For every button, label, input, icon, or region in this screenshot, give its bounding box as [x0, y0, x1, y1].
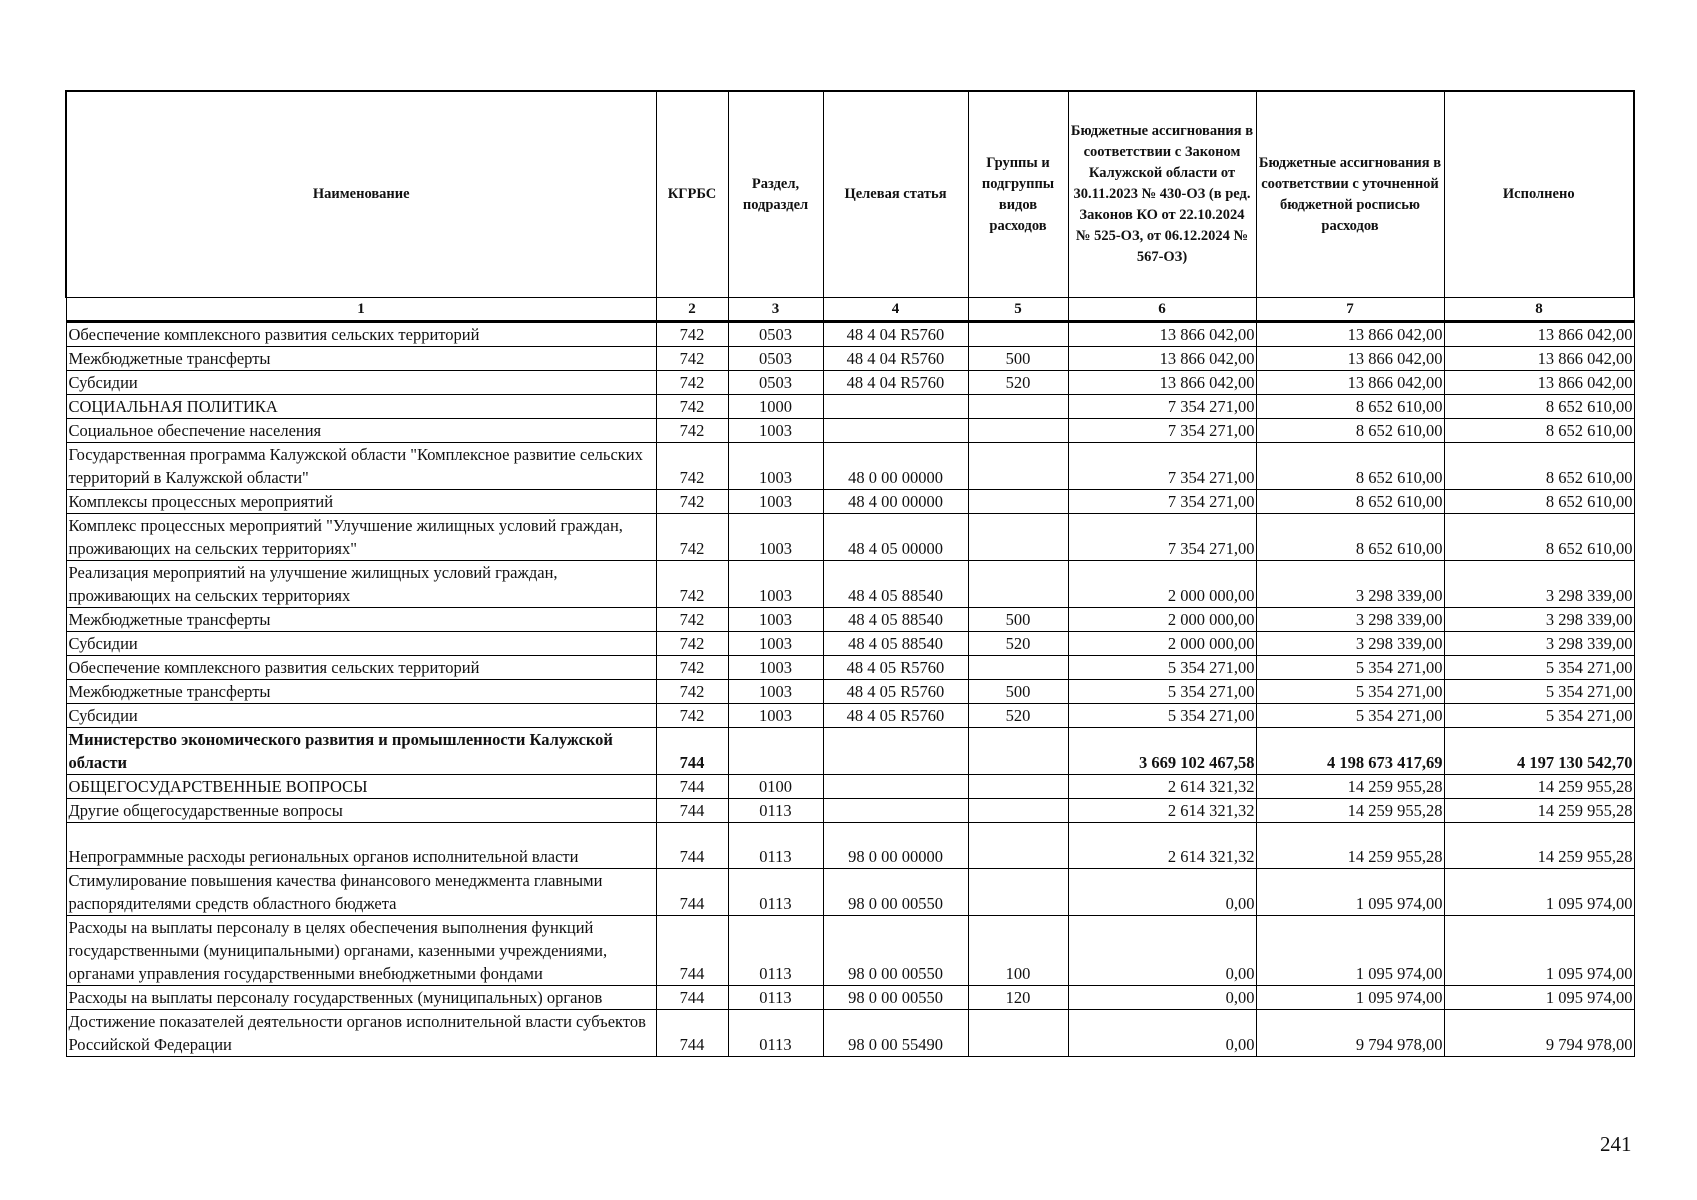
row-razdel-cell: 1003 — [728, 561, 823, 608]
row-refined-amount-cell: 13 866 042,00 — [1256, 371, 1444, 395]
row-name-cell: ОБЩЕГОСУДАРСТВЕННЫЕ ВОПРОСЫ — [66, 775, 656, 799]
row-expense-group-cell — [968, 490, 1068, 514]
row-law-amount-cell: 7 354 271,00 — [1068, 490, 1256, 514]
row-target-article-cell: 48 4 00 00000 — [823, 490, 968, 514]
row-refined-amount-cell: 3 298 339,00 — [1256, 561, 1444, 608]
row-name-cell: Министерство экономического развития и промышленности Калужской области — [66, 728, 656, 775]
row-name-cell: Расходы на выплаты персоналу в целях обеспечения выполнения функций государственными (муниципальными) органами, казенными учреждениями, органами управления государственными внебюджетными фондами — [66, 916, 656, 986]
column-number: 2 — [656, 298, 728, 322]
budget-table-container — [65, 90, 1633, 1057]
row-law-amount-cell: 13 866 042,00 — [1068, 322, 1256, 347]
header-refined-allocations: Бюджетные ассигнования в соответствии с уточненной бюджетной росписью расходов — [1256, 91, 1444, 298]
row-kgrbs-cell: 742 — [656, 680, 728, 704]
row-name-cell: Социальное обеспечение населения — [66, 419, 656, 443]
row-executed-amount-cell: 9 794 978,00 — [1444, 1010, 1634, 1057]
row-expense-group-cell — [968, 823, 1068, 869]
row-expense-group-cell — [968, 561, 1068, 608]
row-law-amount-cell: 2 614 321,32 — [1068, 799, 1256, 823]
row-law-amount-cell: 13 866 042,00 — [1068, 371, 1256, 395]
row-kgrbs-cell: 742 — [656, 419, 728, 443]
row-razdel-cell: 0100 — [728, 775, 823, 799]
row-kgrbs-cell: 742 — [656, 632, 728, 656]
table-row — [66, 986, 1634, 1010]
table-row — [66, 823, 1634, 869]
header-executed: Исполнено — [1444, 91, 1634, 298]
row-target-article-cell: 48 4 05 88540 — [823, 608, 968, 632]
row-kgrbs-cell: 744 — [656, 869, 728, 916]
table-row — [66, 680, 1634, 704]
row-refined-amount-cell: 9 794 978,00 — [1256, 1010, 1444, 1057]
row-executed-amount-cell: 13 866 042,00 — [1444, 322, 1634, 347]
row-refined-amount-cell: 8 652 610,00 — [1256, 443, 1444, 490]
row-refined-amount-cell: 1 095 974,00 — [1256, 869, 1444, 916]
row-kgrbs-cell: 742 — [656, 514, 728, 561]
row-razdel-cell: 1003 — [728, 443, 823, 490]
row-executed-amount-cell: 14 259 955,28 — [1444, 799, 1634, 823]
row-target-article-cell: 48 4 05 R5760 — [823, 656, 968, 680]
row-kgrbs-cell: 744 — [656, 986, 728, 1010]
row-law-amount-cell: 0,00 — [1068, 986, 1256, 1010]
row-law-amount-cell: 2 614 321,32 — [1068, 775, 1256, 799]
row-refined-amount-cell: 3 298 339,00 — [1256, 608, 1444, 632]
row-law-amount-cell: 7 354 271,00 — [1068, 514, 1256, 561]
row-law-amount-cell: 3 669 102 467,58 — [1068, 728, 1256, 775]
row-executed-amount-cell: 13 866 042,00 — [1444, 347, 1634, 371]
table-row — [66, 869, 1634, 916]
table-row — [66, 799, 1634, 823]
row-executed-amount-cell: 14 259 955,28 — [1444, 775, 1634, 799]
row-refined-amount-cell: 14 259 955,28 — [1256, 823, 1444, 869]
row-kgrbs-cell: 742 — [656, 347, 728, 371]
row-name-cell: Обеспечение комплексного развития сельских территорий — [66, 656, 656, 680]
column-number: 1 — [66, 298, 656, 322]
header-kgrbs: КГРБС — [656, 91, 728, 298]
page-number: 241 — [1600, 1132, 1632, 1156]
row-razdel-cell: 1003 — [728, 632, 823, 656]
row-executed-amount-cell: 8 652 610,00 — [1444, 395, 1634, 419]
header-target-article: Целевая статья — [823, 91, 968, 298]
column-number: 8 — [1444, 298, 1634, 322]
table-row — [66, 490, 1634, 514]
row-refined-amount-cell: 5 354 271,00 — [1256, 656, 1444, 680]
row-kgrbs-cell: 744 — [656, 916, 728, 986]
row-expense-group-cell: 120 — [968, 986, 1068, 1010]
row-kgrbs-cell: 742 — [656, 443, 728, 490]
row-target-article-cell: 48 4 04 R5760 — [823, 371, 968, 395]
row-refined-amount-cell: 1 095 974,00 — [1256, 986, 1444, 1010]
row-law-amount-cell: 7 354 271,00 — [1068, 443, 1256, 490]
row-target-article-cell — [823, 419, 968, 443]
row-expense-group-cell — [968, 728, 1068, 775]
row-name-cell: Стимулирование повышения качества финансового менеджмента главными распорядителями средств областного бюджета — [66, 869, 656, 916]
row-refined-amount-cell: 8 652 610,00 — [1256, 395, 1444, 419]
row-expense-group-cell — [968, 322, 1068, 347]
table-header-row — [66, 91, 1634, 298]
row-executed-amount-cell: 8 652 610,00 — [1444, 490, 1634, 514]
row-executed-amount-cell: 8 652 610,00 — [1444, 419, 1634, 443]
row-target-article-cell: 48 0 00 00000 — [823, 443, 968, 490]
row-target-article-cell: 48 4 04 R5760 — [823, 347, 968, 371]
row-executed-amount-cell: 3 298 339,00 — [1444, 608, 1634, 632]
table-row — [66, 916, 1634, 986]
row-law-amount-cell: 5 354 271,00 — [1068, 680, 1256, 704]
table-row — [66, 632, 1634, 656]
row-name-cell: Субсидии — [66, 371, 656, 395]
table-body — [66, 322, 1634, 1057]
row-executed-amount-cell: 5 354 271,00 — [1444, 704, 1634, 728]
row-razdel-cell — [728, 728, 823, 775]
row-name-cell: Непрограммные расходы региональных органов исполнительной власти — [66, 823, 656, 869]
row-kgrbs-cell: 744 — [656, 775, 728, 799]
row-kgrbs-cell: 742 — [656, 561, 728, 608]
row-expense-group-cell: 520 — [968, 371, 1068, 395]
row-refined-amount-cell: 3 298 339,00 — [1256, 632, 1444, 656]
column-number: 6 — [1068, 298, 1256, 322]
row-razdel-cell: 0113 — [728, 986, 823, 1010]
row-target-article-cell — [823, 775, 968, 799]
table-row — [66, 561, 1634, 608]
row-name-cell: Субсидии — [66, 632, 656, 656]
row-razdel-cell: 0113 — [728, 916, 823, 986]
row-name-cell: Реализация мероприятий на улучшение жилищных условий граждан, проживающих на сельских территориях — [66, 561, 656, 608]
row-executed-amount-cell: 13 866 042,00 — [1444, 371, 1634, 395]
row-executed-amount-cell: 3 298 339,00 — [1444, 632, 1634, 656]
header-law-allocations: Бюджетные ассигнования в соответствии с Законом Калужской области от 30.11.2023 № 430-ОЗ (в ред. Законов КО от 22.10.2024 № 525-ОЗ, от 06.12.2024 № 567-ОЗ) — [1068, 91, 1256, 298]
table-row — [66, 656, 1634, 680]
table-row — [66, 419, 1634, 443]
row-executed-amount-cell: 4 197 130 542,70 — [1444, 728, 1634, 775]
row-expense-group-cell — [968, 419, 1068, 443]
row-razdel-cell: 0113 — [728, 869, 823, 916]
row-razdel-cell: 1003 — [728, 656, 823, 680]
row-name-cell: Государственная программа Калужской области "Комплексное развитие сельских территорий в Калужской области" — [66, 443, 656, 490]
row-law-amount-cell: 7 354 271,00 — [1068, 395, 1256, 419]
row-razdel-cell: 0503 — [728, 347, 823, 371]
row-name-cell: Межбюджетные трансферты — [66, 347, 656, 371]
row-executed-amount-cell: 1 095 974,00 — [1444, 986, 1634, 1010]
row-razdel-cell: 1003 — [728, 608, 823, 632]
row-expense-group-cell — [968, 869, 1068, 916]
row-expense-group-cell — [968, 799, 1068, 823]
column-number: 3 — [728, 298, 823, 322]
row-razdel-cell: 0113 — [728, 1010, 823, 1057]
row-name-cell: Другие общегосударственные вопросы — [66, 799, 656, 823]
row-expense-group-cell: 500 — [968, 608, 1068, 632]
table-row — [66, 347, 1634, 371]
row-refined-amount-cell: 4 198 673 417,69 — [1256, 728, 1444, 775]
table-row — [66, 728, 1634, 775]
table-row — [66, 371, 1634, 395]
row-kgrbs-cell: 744 — [656, 1010, 728, 1057]
row-expense-group-cell: 500 — [968, 347, 1068, 371]
row-expense-group-cell — [968, 775, 1068, 799]
row-razdel-cell: 0113 — [728, 823, 823, 869]
column-number: 7 — [1256, 298, 1444, 322]
table-row — [66, 1010, 1634, 1057]
row-name-cell: Обеспечение комплексного развития сельских территорий — [66, 322, 656, 347]
row-target-article-cell: 48 4 05 R5760 — [823, 704, 968, 728]
row-target-article-cell — [823, 799, 968, 823]
row-razdel-cell: 0503 — [728, 322, 823, 347]
row-razdel-cell: 1003 — [728, 514, 823, 561]
row-name-cell: Межбюджетные трансферты — [66, 608, 656, 632]
row-target-article-cell: 48 4 05 88540 — [823, 561, 968, 608]
row-law-amount-cell: 0,00 — [1068, 1010, 1256, 1057]
row-executed-amount-cell: 1 095 974,00 — [1444, 916, 1634, 986]
row-name-cell: Достижение показателей деятельности органов исполнительной власти субъектов Российской Федерации — [66, 1010, 656, 1057]
row-kgrbs-cell: 744 — [656, 823, 728, 869]
row-law-amount-cell: 0,00 — [1068, 869, 1256, 916]
row-target-article-cell: 48 4 05 88540 — [823, 632, 968, 656]
row-law-amount-cell: 2 614 321,32 — [1068, 823, 1256, 869]
row-law-amount-cell: 5 354 271,00 — [1068, 704, 1256, 728]
row-kgrbs-cell: 744 — [656, 728, 728, 775]
row-law-amount-cell: 13 866 042,00 — [1068, 347, 1256, 371]
row-kgrbs-cell: 742 — [656, 704, 728, 728]
budget-execution-table — [65, 90, 1635, 1057]
column-number-row — [66, 298, 1634, 322]
table-row — [66, 704, 1634, 728]
row-kgrbs-cell: 742 — [656, 608, 728, 632]
header-name: Наименование — [66, 91, 656, 298]
row-razdel-cell: 1003 — [728, 680, 823, 704]
row-razdel-cell: 0503 — [728, 371, 823, 395]
table-row — [66, 443, 1634, 490]
row-expense-group-cell: 100 — [968, 916, 1068, 986]
row-target-article-cell: 48 4 04 R5760 — [823, 322, 968, 347]
row-target-article-cell: 98 0 00 00550 — [823, 986, 968, 1010]
header-razdel: Раздел, подраздел — [728, 91, 823, 298]
row-refined-amount-cell: 8 652 610,00 — [1256, 490, 1444, 514]
row-name-cell: Субсидии — [66, 704, 656, 728]
row-executed-amount-cell: 8 652 610,00 — [1444, 443, 1634, 490]
row-target-article-cell — [823, 728, 968, 775]
row-target-article-cell: 98 0 00 00000 — [823, 823, 968, 869]
row-kgrbs-cell: 742 — [656, 371, 728, 395]
row-expense-group-cell: 500 — [968, 680, 1068, 704]
row-executed-amount-cell: 1 095 974,00 — [1444, 869, 1634, 916]
table-row — [66, 322, 1634, 347]
row-refined-amount-cell: 13 866 042,00 — [1256, 347, 1444, 371]
column-number: 4 — [823, 298, 968, 322]
row-executed-amount-cell: 14 259 955,28 — [1444, 823, 1634, 869]
row-expense-group-cell — [968, 1010, 1068, 1057]
row-executed-amount-cell: 8 652 610,00 — [1444, 514, 1634, 561]
row-refined-amount-cell: 14 259 955,28 — [1256, 799, 1444, 823]
row-refined-amount-cell: 5 354 271,00 — [1256, 704, 1444, 728]
row-law-amount-cell: 2 000 000,00 — [1068, 632, 1256, 656]
table-row — [66, 775, 1634, 799]
row-refined-amount-cell: 14 259 955,28 — [1256, 775, 1444, 799]
row-razdel-cell: 1003 — [728, 419, 823, 443]
row-name-cell: СОЦИАЛЬНАЯ ПОЛИТИКА — [66, 395, 656, 419]
row-expense-group-cell — [968, 656, 1068, 680]
row-target-article-cell — [823, 395, 968, 419]
row-expense-group-cell: 520 — [968, 704, 1068, 728]
row-refined-amount-cell: 1 095 974,00 — [1256, 916, 1444, 986]
row-law-amount-cell: 2 000 000,00 — [1068, 608, 1256, 632]
row-executed-amount-cell: 5 354 271,00 — [1444, 680, 1634, 704]
row-razdel-cell: 1003 — [728, 704, 823, 728]
row-name-cell: Расходы на выплаты персоналу государственных (муниципальных) органов — [66, 986, 656, 1010]
row-expense-group-cell — [968, 395, 1068, 419]
row-razdel-cell: 0113 — [728, 799, 823, 823]
row-kgrbs-cell: 742 — [656, 322, 728, 347]
row-kgrbs-cell: 742 — [656, 395, 728, 419]
row-kgrbs-cell: 742 — [656, 490, 728, 514]
row-executed-amount-cell: 5 354 271,00 — [1444, 656, 1634, 680]
row-refined-amount-cell: 8 652 610,00 — [1256, 419, 1444, 443]
table-row — [66, 395, 1634, 419]
row-name-cell: Межбюджетные трансферты — [66, 680, 656, 704]
row-expense-group-cell — [968, 443, 1068, 490]
row-kgrbs-cell: 742 — [656, 656, 728, 680]
row-name-cell: Комплексы процессных мероприятий — [66, 490, 656, 514]
row-target-article-cell: 48 4 05 R5760 — [823, 680, 968, 704]
row-law-amount-cell: 7 354 271,00 — [1068, 419, 1256, 443]
row-target-article-cell: 98 0 00 00550 — [823, 916, 968, 986]
row-law-amount-cell: 2 000 000,00 — [1068, 561, 1256, 608]
row-name-cell: Комплекс процессных мероприятий "Улучшение жилищных условий граждан, проживающих на сельских территориях" — [66, 514, 656, 561]
row-refined-amount-cell: 5 354 271,00 — [1256, 680, 1444, 704]
row-target-article-cell: 48 4 05 00000 — [823, 514, 968, 561]
row-executed-amount-cell: 3 298 339,00 — [1444, 561, 1634, 608]
row-razdel-cell: 1003 — [728, 490, 823, 514]
row-target-article-cell: 98 0 00 00550 — [823, 869, 968, 916]
row-expense-group-cell — [968, 514, 1068, 561]
table-row — [66, 514, 1634, 561]
header-expense-groups: Группы и подгруппы видов расходов — [968, 91, 1068, 298]
row-refined-amount-cell: 8 652 610,00 — [1256, 514, 1444, 561]
row-law-amount-cell: 5 354 271,00 — [1068, 656, 1256, 680]
row-expense-group-cell: 520 — [968, 632, 1068, 656]
row-kgrbs-cell: 744 — [656, 799, 728, 823]
table-row — [66, 608, 1634, 632]
row-razdel-cell: 1000 — [728, 395, 823, 419]
row-refined-amount-cell: 13 866 042,00 — [1256, 322, 1444, 347]
row-law-amount-cell: 0,00 — [1068, 916, 1256, 986]
row-target-article-cell: 98 0 00 55490 — [823, 1010, 968, 1057]
column-number: 5 — [968, 298, 1068, 322]
